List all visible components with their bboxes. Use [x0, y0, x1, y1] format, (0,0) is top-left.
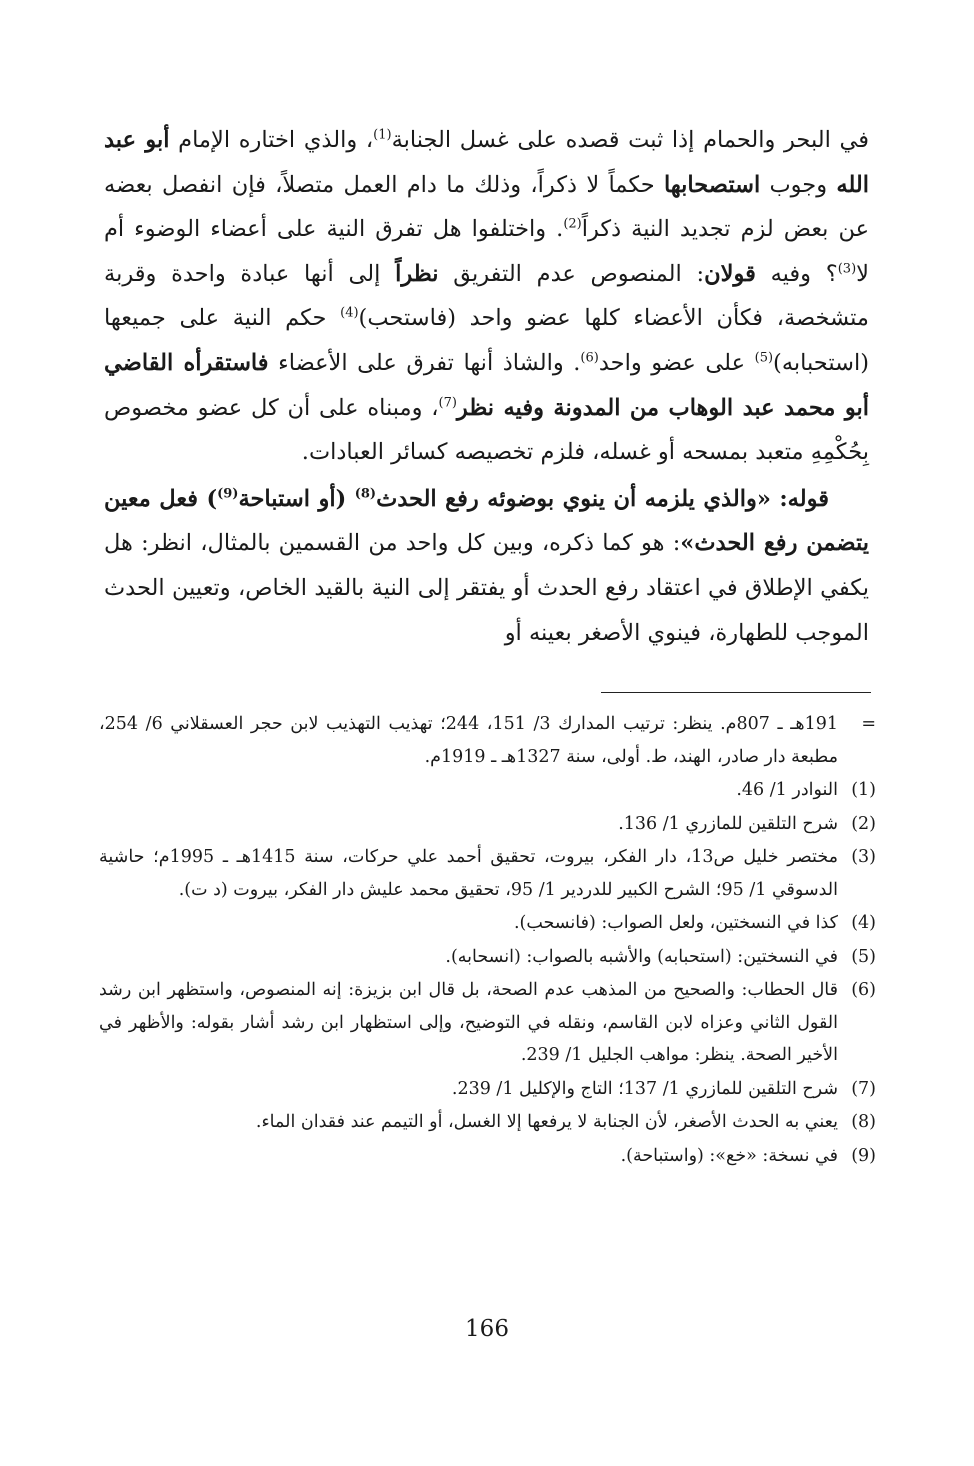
- quoted-heading: ) فعل معين يتضمن رفع الحدث»: [104, 485, 869, 557]
- footnote-number: (8): [851, 1112, 876, 1132]
- footnote-number: (5): [851, 946, 876, 967]
- footnotes: [99, 708, 876, 1172]
- main-text: [104, 118, 869, 655]
- footnote-number: (4): [851, 913, 876, 933]
- footnote-ref-7: (7): [438, 395, 457, 411]
- footnote: [99, 941, 876, 974]
- text-run: إلى أنها عبادة واحدة وقربة متشخصة، فكأن الأعضاء كلها عضو واحد (فاستحب): [104, 260, 869, 332]
- footnote-text: كذا في النسختين، ولعل الصواب: (فانسحب).: [513, 913, 838, 933]
- bold-text: فاستقرأه القاضي أبو محمد عبد الوهاب من المدونة وفيه نظر: [104, 349, 869, 421]
- footnote-number: (1): [851, 780, 876, 800]
- footnote-text: 191هـ ـ 807م. ينظر: ترتيب المدارك 3/ 151، 244؛ تهذيب التهذيب لابن حجر العسقلاني 6/ 254، مطبعة دار صادر، الهند، ط. أولى، سنة 1327هـ ـ 1919م.: [99, 714, 838, 767]
- quoted-heading: قوله: «والذي يلزمه أن ينوي بوضوئه رفع الحدث: [376, 485, 829, 512]
- footnote: [99, 774, 876, 807]
- footnote-text: في النسختين: (استحبابه) والأشبه بالصواب: (انسحابه).: [445, 946, 838, 967]
- footnote-text: يعني به الحدث الأصغر، لأن الجنابة لا يرفعها إلا الغسل، أو التيمم عند فقدان الماء.: [255, 1112, 838, 1132]
- text-run: ، والذي اختاره الإمام: [169, 127, 374, 153]
- footnote-ref-1: (1): [373, 127, 392, 143]
- footnote: [99, 841, 876, 906]
- footnote-number: =: [861, 714, 876, 734]
- footnote-ref-2: (2): [563, 216, 582, 232]
- footnote-text: مختصر خليل ص13، دار الفكر، بيروت، تحقيق أحمد علي حركات، سنة 1415هـ ـ 1995م؛ حاشية الدسوقي 1/ 95؛ الشرح الكبير للدردير 1/ 95، تحقيق محمد عليش دار الفكر، بيروت (د ت).: [99, 847, 839, 900]
- page-number: 166: [465, 1316, 509, 1342]
- bold-text: أبو عبد الله: [104, 127, 869, 198]
- footnote-divider: [601, 692, 871, 693]
- footnote-number: (2): [851, 813, 876, 834]
- footnote-number: (3): [851, 847, 876, 867]
- text-run: في البحر والحمام إذا ثبت قصده على غسل الجنابة: [391, 127, 869, 153]
- footnote: [99, 708, 876, 773]
- footnote: [99, 907, 876, 940]
- paragraph-1: [104, 118, 869, 475]
- footnote-ref-5: (5): [754, 350, 774, 366]
- footnote-text: شرح التلقين للمازري 1/ 137؛ التاج والإكليل 1/ 239.: [451, 1078, 838, 1099]
- text-run: على عضو واحد: [598, 349, 755, 376]
- paragraph-2: [104, 477, 869, 655]
- footnote-ref-3: (3): [837, 261, 857, 277]
- text-run: . والشاذ أنها تفرق على الأعضاء: [268, 349, 581, 376]
- quoted-heading: (أو استباحة: [238, 485, 355, 512]
- footnote-text: النوادر 1/ 46.: [736, 780, 838, 800]
- footnote-ref-9: (9): [217, 486, 239, 502]
- footnote-text: في نسخة: «خع»: (واستباحة).: [620, 1145, 838, 1166]
- text-run: . واختلفوا هل تفرق النية على أعضاء الوضوء أم لا: [104, 216, 869, 287]
- bold-text: استصحابها: [663, 171, 761, 198]
- text-run: وجوب: [760, 171, 837, 198]
- bold-text: قولان: [704, 260, 756, 287]
- footnote: [99, 808, 876, 841]
- footnote-number: (9): [851, 1145, 876, 1166]
- text-run: حكم النية على جميعها (استحبابه): [104, 305, 869, 376]
- text-run: حكماً لا ذكراً، وذلك ما دام العمل متصلاً، فإن انفصل بعضه عن بعض لزم تجديد النية ذكراً: [104, 171, 869, 243]
- text-run: ؟ وفيه: [755, 260, 838, 287]
- text-run: : هو كما ذكره، وبين كل واحد من القسمين بالمثال، انظر: هل يكفي الإطلاق في اعتقاد رفع الحدث أو يفتقر إلى النية بالقيد الخاص، وتعيين الحدث الموجب للطهارة، فينوي الأصغر بعينه أو: [104, 530, 869, 646]
- footnote-text: قال الحطاب: والصحيح من المذهب عدم الصحة، بل قال ابن بزيزة: إنه المنصوص، واستظهر ابن رشد القول الثاني وعزاه لابن القاسم، ونقله في التوضيح، وإلى استظهار ابن رشد أشار بقوله: والأظهر في الأخير الصحة. ينظر: مواهب الجليل 1/ 239.: [99, 980, 838, 1065]
- text-run: : المنصوص عدم التفريق: [438, 260, 705, 287]
- footnote: [99, 1073, 876, 1106]
- footnote-number: (7): [851, 1078, 876, 1099]
- bold-text: نظراً: [395, 260, 439, 287]
- footnote-number: (6): [851, 980, 876, 1000]
- footnote-ref-6: (6): [580, 350, 599, 366]
- footnote-text: شرح التلقين للمازري 1/ 136.: [618, 813, 838, 834]
- footnote: [99, 1140, 876, 1173]
- text-run: ، ومبناه على أن كل عضو مخصوص بِحُكْمِهِ متعبد بمسحه أو غسله، فلزم تخصيصه كسائر العبادات.: [104, 394, 869, 466]
- footnote-ref-4: (4): [340, 305, 359, 321]
- footnote: [99, 1106, 876, 1139]
- footnote: [99, 974, 876, 1072]
- footnote-ref-8: (8): [354, 486, 377, 502]
